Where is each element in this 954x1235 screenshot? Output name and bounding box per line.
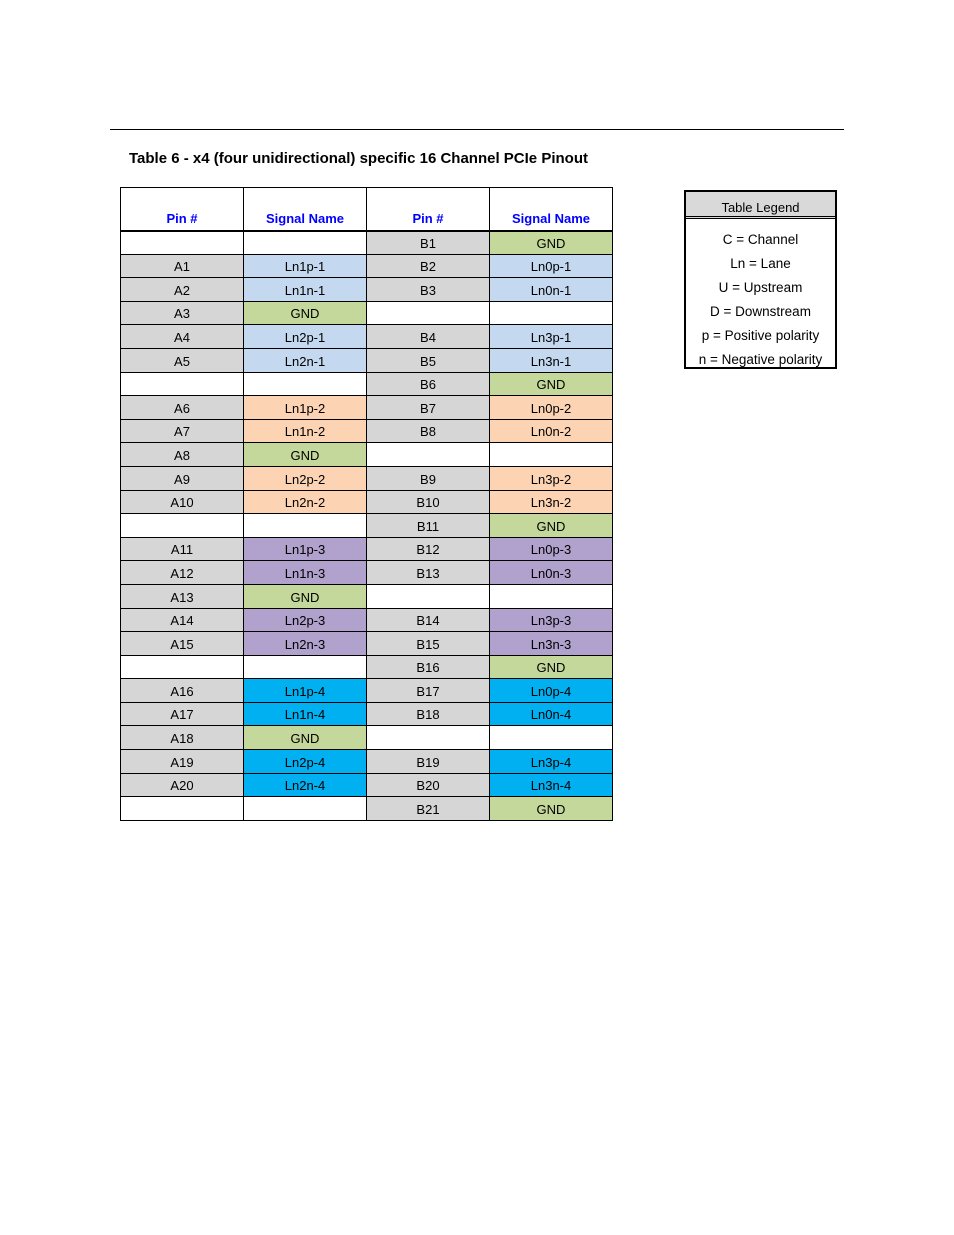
a-signal-cell: Ln1n-1 — [244, 278, 367, 302]
a-pin-cell: A5 — [121, 348, 244, 372]
table-row — [121, 325, 613, 349]
a-signal-cell: Ln2n-1 — [244, 348, 367, 372]
column-header-a-pin: Pin # — [121, 188, 244, 231]
a-pin-cell: A9 — [121, 466, 244, 490]
b-signal-cell: Ln0p-2 — [490, 396, 613, 420]
a-signal-cell: Ln2n-3 — [244, 632, 367, 656]
table-row — [121, 726, 613, 750]
a-signal-cell: GND — [244, 301, 367, 325]
b-pin-cell — [367, 726, 490, 750]
a-signal-cell: Ln2n-4 — [244, 773, 367, 797]
table-row — [121, 254, 613, 278]
b-pin-cell: B13 — [367, 561, 490, 585]
table-header-row — [121, 188, 613, 231]
b-signal-cell — [490, 443, 613, 467]
b-signal-cell: GND — [490, 655, 613, 679]
b-pin-cell: B5 — [367, 348, 490, 372]
pinout-table-body — [121, 231, 613, 821]
table-row — [121, 278, 613, 302]
a-signal-cell: Ln2p-3 — [244, 608, 367, 632]
a-signal-cell: GND — [244, 584, 367, 608]
a-signal-cell: Ln1p-3 — [244, 537, 367, 561]
b-pin-cell: B21 — [367, 797, 490, 821]
b-signal-cell: GND — [490, 372, 613, 396]
a-signal-cell: GND — [244, 443, 367, 467]
b-signal-cell: Ln0p-1 — [490, 254, 613, 278]
a-signal-cell: Ln1n-4 — [244, 702, 367, 726]
table-row — [121, 231, 613, 255]
b-pin-cell — [367, 584, 490, 608]
b-signal-cell: Ln0n-3 — [490, 561, 613, 585]
b-pin-cell: B7 — [367, 396, 490, 420]
table-row — [121, 396, 613, 420]
table-row — [121, 679, 613, 703]
b-pin-cell: B15 — [367, 632, 490, 656]
b-signal-cell: Ln3p-3 — [490, 608, 613, 632]
a-signal-cell: Ln2p-2 — [244, 466, 367, 490]
table-row — [121, 466, 613, 490]
b-signal-cell: Ln3p-1 — [490, 325, 613, 349]
table-row — [121, 797, 613, 821]
b-pin-cell: B6 — [367, 372, 490, 396]
b-pin-cell: B8 — [367, 419, 490, 443]
a-signal-cell: Ln2p-4 — [244, 750, 367, 774]
table-row — [121, 608, 613, 632]
legend-title: Table Legend — [721, 200, 800, 215]
pinout-table — [120, 187, 613, 821]
table-title: Table 6 - x4 (four unidirectional) specific 16 Channel PCIe Pinout — [129, 150, 588, 167]
a-pin-cell: A4 — [121, 325, 244, 349]
a-pin-cell: A13 — [121, 584, 244, 608]
b-pin-cell: B20 — [367, 773, 490, 797]
table-row — [121, 655, 613, 679]
header-rule — [110, 129, 844, 130]
b-signal-cell: Ln0p-3 — [490, 537, 613, 561]
legend-items — [686, 219, 835, 373]
b-pin-cell: B1 — [367, 231, 490, 255]
column-header-b-signal: Signal Name — [490, 188, 613, 231]
a-signal-cell: Ln1p-4 — [244, 679, 367, 703]
a-signal-cell: GND — [244, 726, 367, 750]
b-signal-cell: Ln3p-4 — [490, 750, 613, 774]
table-row — [121, 443, 613, 467]
legend-header — [686, 192, 835, 219]
b-signal-cell: Ln0n-2 — [490, 419, 613, 443]
legend-item-negative: n = Negative polarity — [698, 352, 823, 368]
b-signal-cell: Ln0p-4 — [490, 679, 613, 703]
table-row — [121, 490, 613, 514]
b-pin-cell — [367, 301, 490, 325]
a-pin-cell: A19 — [121, 750, 244, 774]
b-pin-cell: B17 — [367, 679, 490, 703]
a-pin-cell: A14 — [121, 608, 244, 632]
a-pin-cell: A18 — [121, 726, 244, 750]
a-signal-cell: Ln1n-3 — [244, 561, 367, 585]
column-header-a-signal: Signal Name — [244, 188, 367, 231]
a-pin-cell: A16 — [121, 679, 244, 703]
a-signal-cell — [244, 372, 367, 396]
a-pin-cell — [121, 655, 244, 679]
table-row — [121, 514, 613, 538]
a-pin-cell: A20 — [121, 773, 244, 797]
table-row — [121, 372, 613, 396]
table-row — [121, 301, 613, 325]
a-signal-cell — [244, 655, 367, 679]
b-signal-cell: GND — [490, 514, 613, 538]
b-signal-cell: GND — [490, 797, 613, 821]
b-pin-cell: B19 — [367, 750, 490, 774]
a-pin-cell — [121, 231, 244, 255]
b-pin-cell: B16 — [367, 655, 490, 679]
a-pin-cell: A1 — [121, 254, 244, 278]
a-pin-cell: A11 — [121, 537, 244, 561]
b-signal-cell — [490, 726, 613, 750]
a-pin-cell: A10 — [121, 490, 244, 514]
a-pin-cell: A17 — [121, 702, 244, 726]
a-pin-cell — [121, 514, 244, 538]
a-signal-cell — [244, 797, 367, 821]
table-row — [121, 584, 613, 608]
b-pin-cell: B4 — [367, 325, 490, 349]
b-signal-cell: Ln0n-1 — [490, 278, 613, 302]
a-pin-cell — [121, 797, 244, 821]
b-signal-cell: Ln3n-2 — [490, 490, 613, 514]
a-pin-cell: A12 — [121, 561, 244, 585]
b-pin-cell: B18 — [367, 702, 490, 726]
column-header-b-pin: Pin # — [367, 188, 490, 231]
legend-item-positive: p = Positive polarity — [701, 328, 820, 344]
table-row — [121, 537, 613, 561]
a-signal-cell: Ln1p-1 — [244, 254, 367, 278]
table-row — [121, 348, 613, 372]
b-pin-cell: B14 — [367, 608, 490, 632]
a-signal-cell — [244, 514, 367, 538]
b-pin-cell: B11 — [367, 514, 490, 538]
b-pin-cell: B10 — [367, 490, 490, 514]
a-pin-cell — [121, 372, 244, 396]
a-signal-cell: Ln1n-2 — [244, 419, 367, 443]
b-pin-cell — [367, 443, 490, 467]
table-legend — [684, 190, 837, 369]
b-signal-cell: GND — [490, 231, 613, 255]
legend-item-downstream: D = Downstream — [710, 304, 811, 320]
b-signal-cell: Ln3n-1 — [490, 348, 613, 372]
b-signal-cell — [490, 301, 613, 325]
a-pin-cell: A6 — [121, 396, 244, 420]
b-pin-cell: B3 — [367, 278, 490, 302]
a-signal-cell: Ln1p-2 — [244, 396, 367, 420]
b-pin-cell: B12 — [367, 537, 490, 561]
table-row — [121, 773, 613, 797]
b-signal-cell: Ln3n-4 — [490, 773, 613, 797]
b-signal-cell: Ln0n-4 — [490, 702, 613, 726]
a-signal-cell — [244, 231, 367, 255]
a-pin-cell: A3 — [121, 301, 244, 325]
a-pin-cell: A8 — [121, 443, 244, 467]
table-row — [121, 419, 613, 443]
b-signal-cell — [490, 584, 613, 608]
a-signal-cell: Ln2p-1 — [244, 325, 367, 349]
table-row — [121, 750, 613, 774]
table-row — [121, 632, 613, 656]
b-pin-cell: B2 — [367, 254, 490, 278]
legend-item-channel: C = Channel — [722, 232, 799, 247]
b-pin-cell: B9 — [367, 466, 490, 490]
b-signal-cell: Ln3n-3 — [490, 632, 613, 656]
a-pin-cell: A7 — [121, 419, 244, 443]
table-row — [121, 561, 613, 585]
a-pin-cell: A15 — [121, 632, 244, 656]
a-signal-cell: Ln2n-2 — [244, 490, 367, 514]
b-signal-cell: Ln3p-2 — [490, 466, 613, 490]
legend-item-lane: Ln = Lane — [730, 256, 791, 272]
legend-item-upstream: U = Upstream — [718, 280, 803, 296]
table-row — [121, 702, 613, 726]
a-pin-cell: A2 — [121, 278, 244, 302]
